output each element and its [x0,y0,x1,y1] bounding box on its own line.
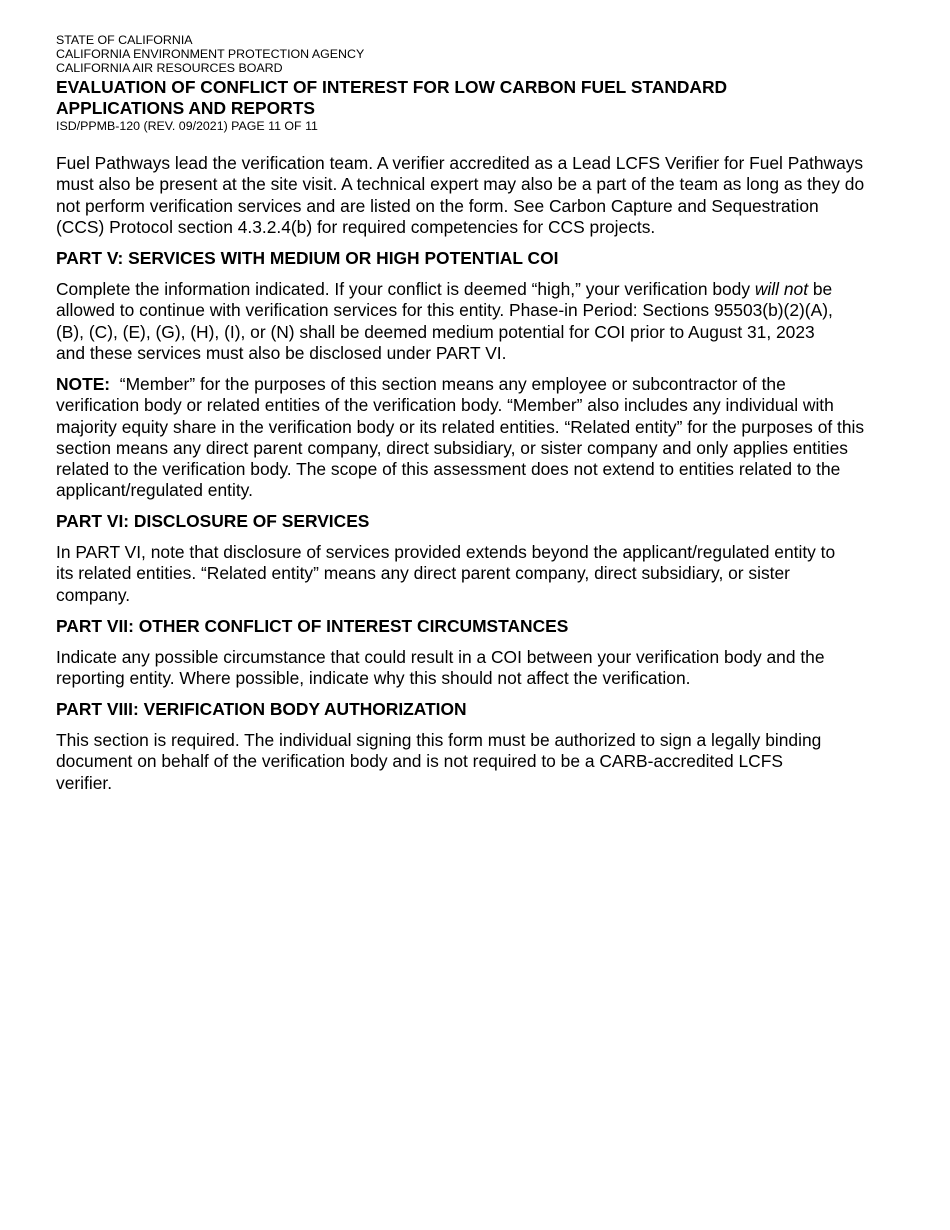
note-line1-text: “Member” for the purposes of this section means any employee or subcontractor of the [110,374,786,394]
part6-line: In PART VI, note that disclosure of services provided extends beyond the applicant/regulated entity to [56,542,836,562]
part5-note-paragraph [56,374,864,502]
part5-paragraph [56,279,833,364]
part7-heading: PART VII: OTHER CONFLICT OF INTEREST CIRCUMSTANCES [56,616,569,636]
note-line [56,374,864,395]
document-title-line-2: APPLICATIONS AND REPORTS [56,97,315,118]
document-title [56,77,816,118]
intro-line: not perform verification services and are listed on the form. See Carbon Capture and Sequestration [56,195,819,216]
agency-line-state: STATE OF CALIFORNIA [56,33,193,47]
document-header [56,33,816,133]
part5-line1-before: Complete the information indicated. If your conflict is deemed “high,” your verification body [56,279,755,299]
note-line: applicant/regulated entity. [56,480,253,501]
agency-line-carb: CALIFORNIA AIR RESOURCES BOARD [56,61,283,75]
part6-heading: PART VI: DISCLOSURE OF SERVICES [56,511,370,531]
part8-heading: PART VIII: VERIFICATION BODY AUTHORIZATION [56,699,467,719]
part6-paragraph [56,542,835,606]
part5-line1-after: be [808,279,833,299]
part5-line: (B), (C), (E), (G), (H), (I), or (N) shall be deemed medium potential for COI prior to August 31, 2023 [56,321,815,342]
part7-line: Indicate any possible circumstance that could result in a COI between your verification body and the [56,647,825,667]
part8-line: This section is required. The individual signing this form must be authorized to sign a legally binding [56,730,822,750]
note-line: related to the verification body. The scope of this assessment does not extend to entities related to the [56,459,841,480]
note-line: section means any direct parent company, direct subsidiary, or sister company and only applies entities [56,437,848,458]
note-line: verification body or related entities of the verification body. “Member” also includes any individual with [56,395,834,416]
document-title-line-1: EVALUATION OF CONFLICT OF INTEREST FOR LOW CARBON FUEL STANDARD [56,77,728,97]
part5-line [56,279,833,300]
note-label: NOTE: [56,374,111,394]
part5-heading: PART V: SERVICES WITH MEDIUM OR HIGH POTENTIAL COI [56,248,559,268]
part6-line: company. [56,584,131,605]
part5-line1-emphasis: will not [754,279,809,299]
agency-line-calepa: CALIFORNIA ENVIRONMENT PROTECTION AGENCY [56,47,365,61]
part8-line: verifier. [56,772,113,793]
intro-line: Fuel Pathways lead the verification team. A verifier accredited as a Lead LCFS Verifier for Fuel Pathways [56,153,864,173]
part7-line: reporting entity. Where possible, indicate why this should not affect the verification. [56,668,691,689]
part6-line: its related entities. “Related entity” means any direct parent company, direct subsidiary, or sister [56,563,790,584]
intro-line: (CCS) Protocol section 4.3.2.4(b) for required competencies for CCS projects. [56,216,656,237]
part5-line: allowed to continue with verification services for this entity. Phase-in Period: Sections 95503(b)(2)(A), [56,300,833,321]
form-identifier: ISD/PPMB-120 (REV. 09/2021) PAGE 11 OF 11 [56,119,318,133]
part5-line: and these services must also be disclosed under PART VI. [56,342,507,363]
part8-line: document on behalf of the verification body and is not required to be a CARB-accredited LCFS [56,751,783,772]
intro-line: must also be present at the site visit. A technical expert may also be a part of the team as long as they do [56,174,865,195]
note-line: majority equity share in the verification body or its related entities. “Related entity” for the purposes of this [56,416,865,437]
part7-paragraph [56,647,825,690]
part8-paragraph [56,730,821,794]
intro-paragraph [56,153,864,238]
